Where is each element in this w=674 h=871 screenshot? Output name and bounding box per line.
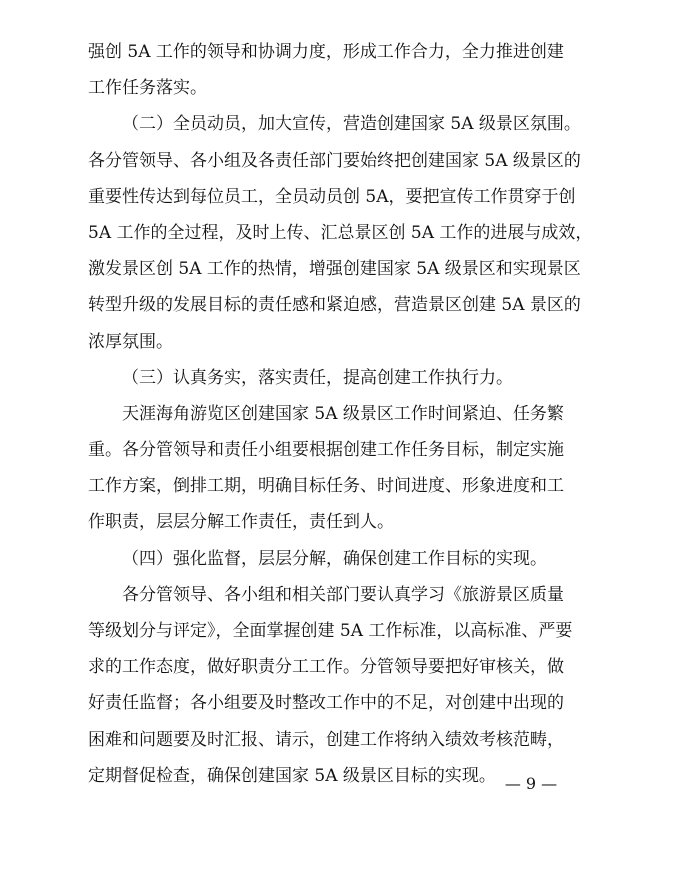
text-line: 重要性传达到每位员工，全员动员创 5A，要把宣传工作贯穿于创 bbox=[88, 186, 576, 207]
text-line: 作职责，层层分解工作责任，责任到人。 bbox=[88, 512, 394, 533]
text-line: （三）认真务实，落实责任，提高创建工作执行力。 bbox=[122, 367, 513, 388]
text-line: （四）强化监督，层层分解，确保创建工作目标的实现。 bbox=[122, 548, 547, 569]
text-line: 激发景区创 5A 工作的热情，增强创建国家 5A 级景区和实现景区 bbox=[88, 259, 581, 280]
text-line: 等级划分与评定》，全面掌握创建 5A 工作标准，以高标准、严要 bbox=[88, 621, 573, 641]
page-number: — 9 — bbox=[504, 774, 558, 793]
text-line: 5A 工作的全过程，及时上传、汇总景区创 5A 工作的进展与成效， bbox=[88, 222, 593, 243]
text-line: 定期督促检查，确保创建国家 5A 级景区目标的实现。 bbox=[88, 765, 496, 786]
text-line: 强创 5A 工作的领导和协调力度，形成工作合力，全力推进创建 bbox=[88, 42, 564, 62]
document-body bbox=[88, 34, 608, 794]
text-line: 工作任务落实。 bbox=[88, 78, 207, 99]
text-line: 困难和问题要及时汇报、请示，创建工作将纳入绩效考核范畴， bbox=[88, 729, 564, 750]
text-line: 好责任监督；各小组要及时整改工作中的不足，对创建中出现的 bbox=[88, 693, 564, 714]
text-line: （二）全员动员，加大宣传，营造创建国家 5A 级景区氛围。 bbox=[122, 114, 581, 135]
text-line: 天涯海角游览区创建国家 5A 级景区工作时间紧迫、任务繁 bbox=[122, 403, 564, 424]
text-line: 重。各分管领导和责任小组要根据创建工作任务目标，制定实施 bbox=[88, 440, 564, 461]
text-line: 浓厚氛围。 bbox=[88, 331, 173, 352]
text-line: 各分管领导、各小组和相关部门要认真学习《旅游景区质量 bbox=[122, 584, 564, 605]
text-line: 求的工作态度，做好职责分工工作。分管领导要把好审核关，做 bbox=[88, 657, 564, 678]
text-line: 工作方案，倒排工期，明确目标任务、时间进度、形象进度和工 bbox=[88, 476, 564, 497]
text-line: 转型升级的发展目标的责任感和紧迫感，营造景区创建 5A 景区的 bbox=[88, 295, 581, 316]
text-line: 各分管领导、各小组及各责任部门要始终把创建国家 5A 级景区的 bbox=[88, 150, 581, 171]
